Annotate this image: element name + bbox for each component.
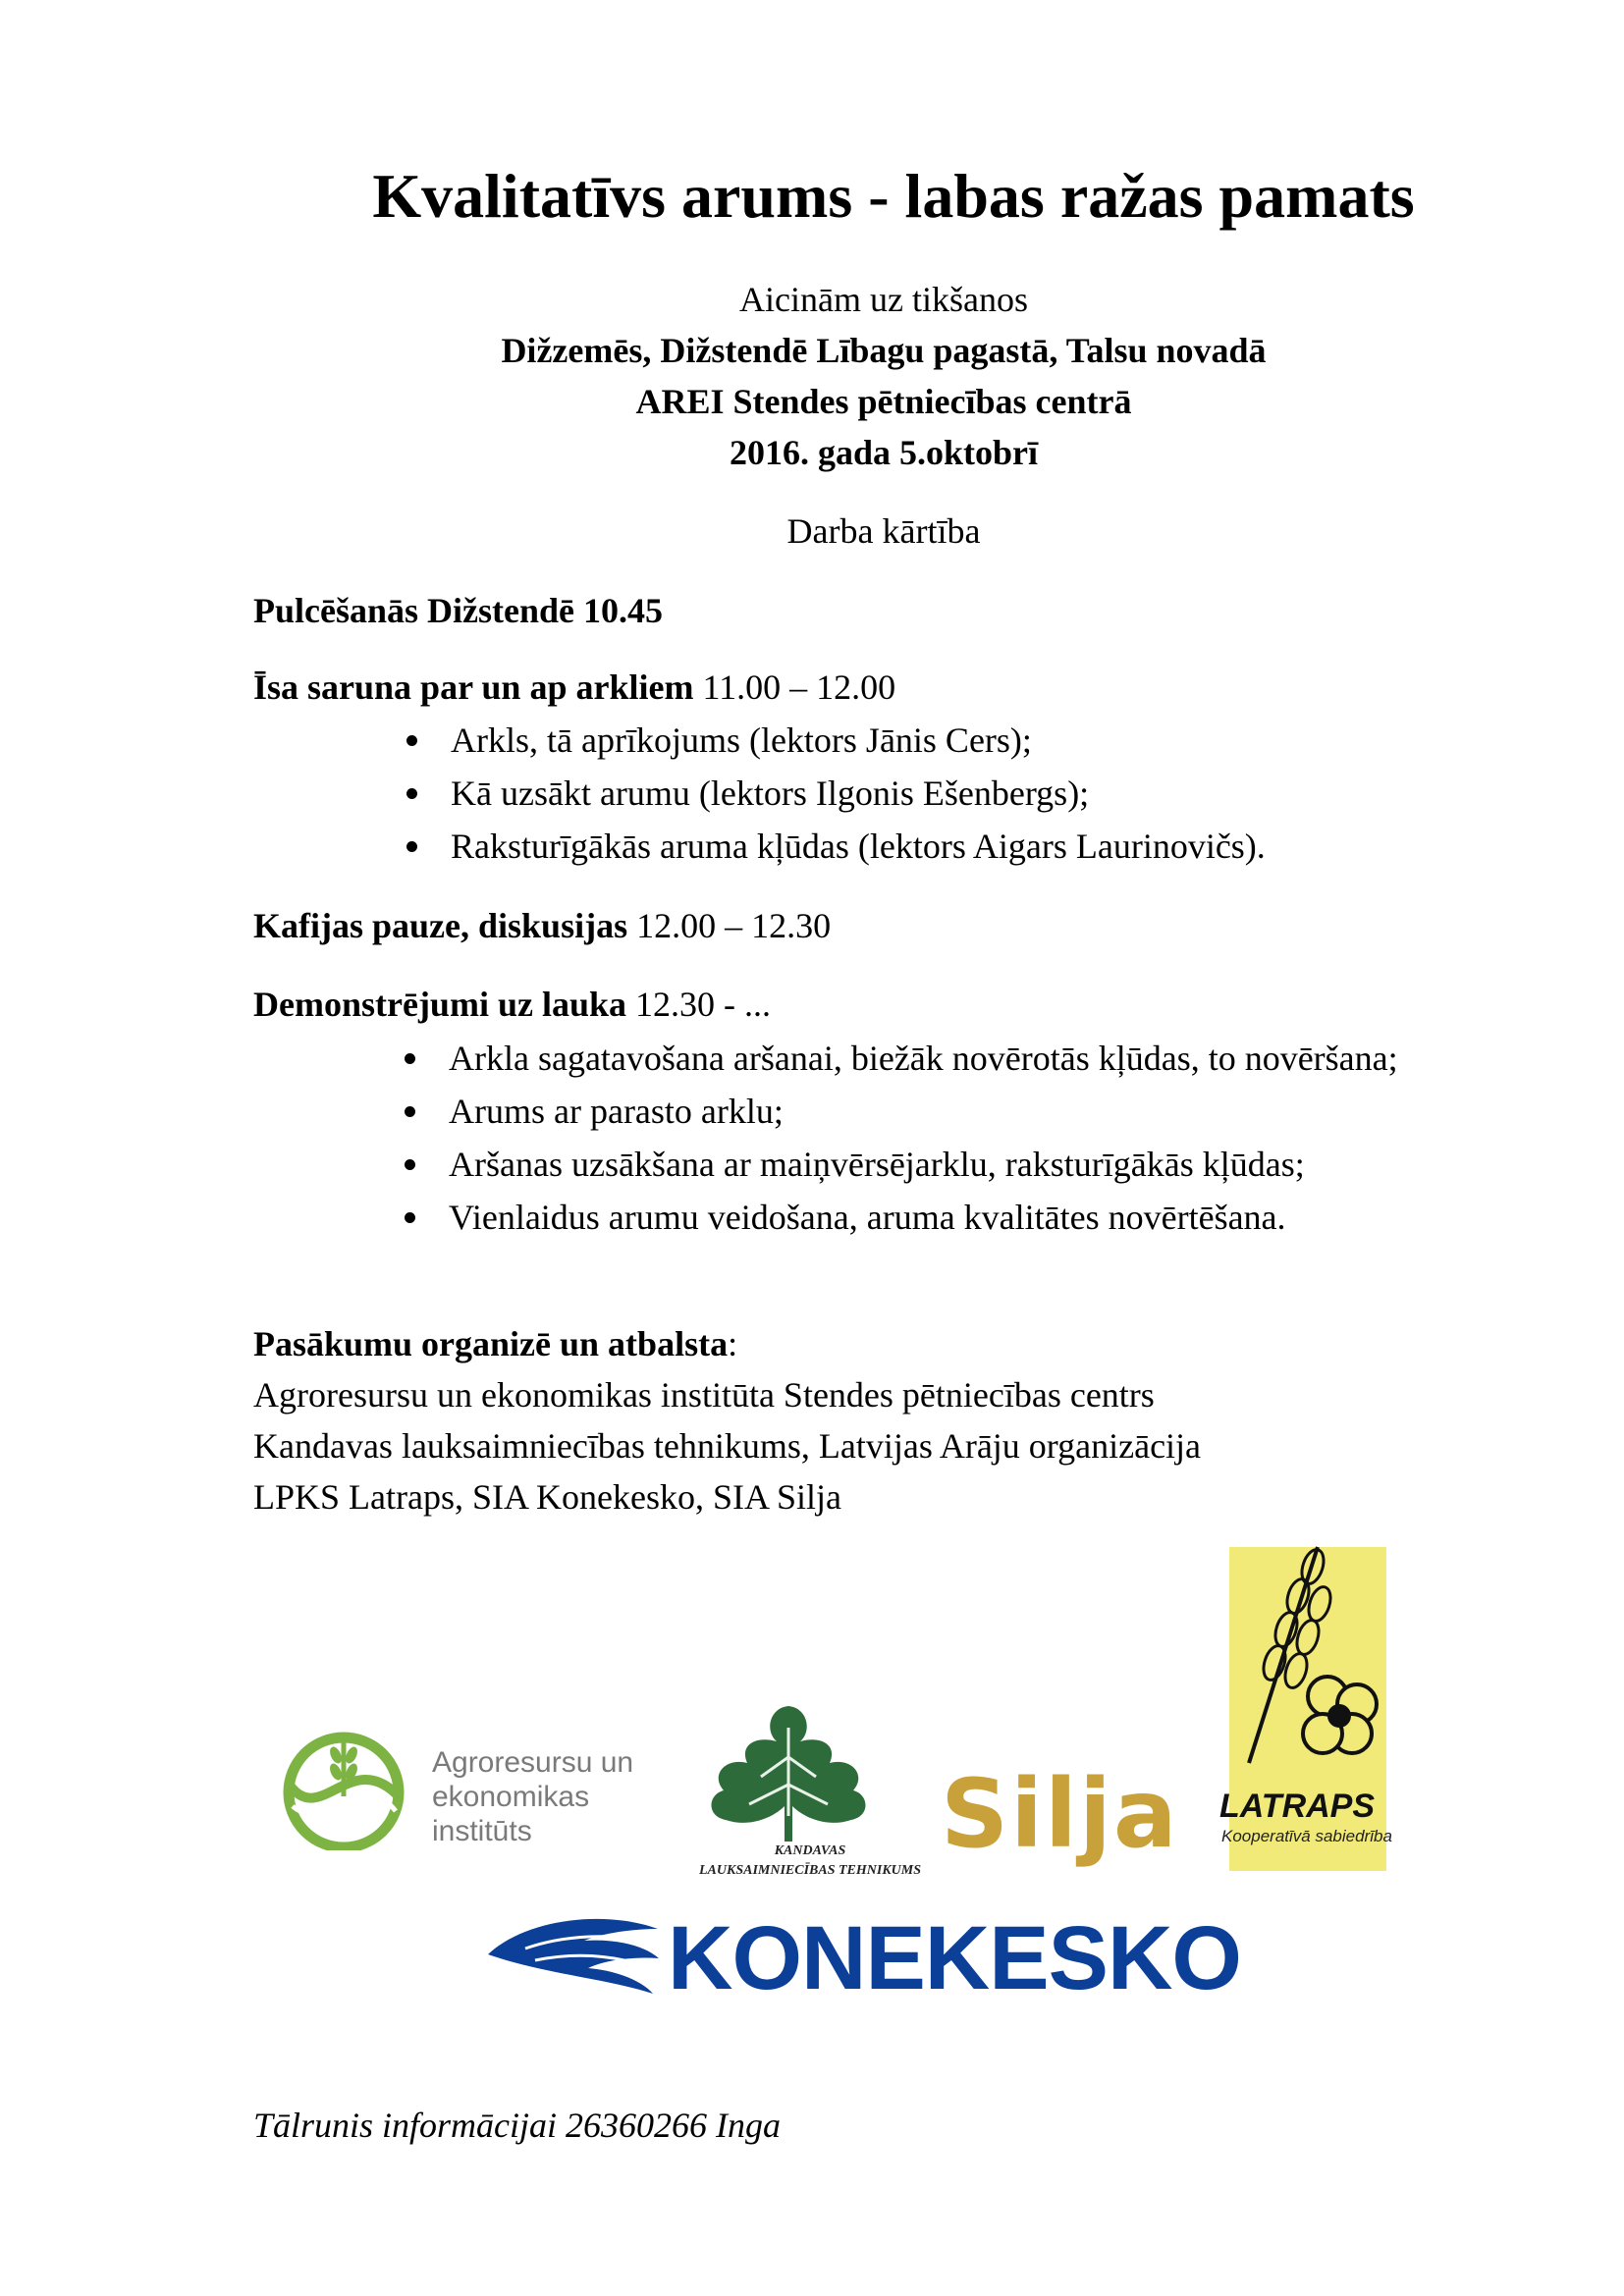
list-item: Arums ar parasto arklu; <box>405 1085 1398 1138</box>
agenda-talk-time: 11.00 – 12.00 <box>693 667 896 707</box>
invite-place: Dižzemēs, Dižstendē Lībagu pagastā, Talsu novadā <box>501 331 1267 370</box>
agenda-demo-time: 12.30 - ... <box>626 985 771 1024</box>
list-item: Raksturīgākās aruma kļūdas (lektors Aigars Laurinovičs). <box>406 820 1266 873</box>
arei-logo <box>283 1728 656 1855</box>
organizer-line: Kandavas lauksaimniecības tehnikums, Latvijas Arāju organizācija <box>253 1426 1202 1466</box>
latraps-logo <box>1219 1547 1392 1871</box>
agenda-talk <box>253 663 895 712</box>
page-title: Kvalitatīvs arums - labas ražas pamats <box>372 161 1415 231</box>
organizer-line: Agroresursu un ekonomikas institūta Stendes pētniecības centrs <box>253 1375 1155 1415</box>
invite-date: 2016. gada 5.oktobrī <box>729 433 1039 472</box>
organizers-colon: : <box>728 1324 738 1363</box>
organizers-heading <box>253 1319 737 1368</box>
talk-list <box>406 714 1266 873</box>
agenda-coffee-label: Kafijas pauze, diskusijas <box>253 906 628 945</box>
konekesko-swoosh-icon <box>486 1909 663 2007</box>
kandavas-logo <box>673 1698 947 1885</box>
agenda-demo-label: Demonstrējumi uz lauka <box>253 985 626 1024</box>
kandavas-line2: LAUKSAIMNIECĪBAS TEHNIKUMS <box>698 1863 922 1878</box>
list-item: Arkla sagatavošana aršanai, biežāk novērotās kļūdas, to novēršana; <box>405 1032 1398 1085</box>
kandavas-line1: KANDAVAS <box>774 1843 846 1858</box>
arei-name-line3: institūts <box>432 1815 532 1847</box>
agenda-heading: Darba kārtība <box>786 511 981 551</box>
latraps-subtitle: Kooperatīvā sabiedrība <box>1221 1827 1392 1845</box>
agenda-talk-label: Īsa saruna par un ap arkliem <box>253 667 694 707</box>
organizer-line: LPKS Latraps, SIA Konekesko, SIA Silja <box>253 1477 841 1517</box>
latraps-name: LATRAPS <box>1219 1788 1376 1825</box>
demo-list <box>405 1032 1398 1244</box>
agenda-coffee-time: 12.00 – 12.30 <box>627 906 832 945</box>
arei-name-line2: ekonomikas <box>432 1781 590 1813</box>
wheat-flower-icon <box>1229 1527 1386 1773</box>
list-item: Vienlaidus arumu veidošana, aruma kvalitātes novērtēšana. <box>405 1191 1398 1244</box>
invite-intro: Aicinām uz tikšanos <box>739 280 1028 319</box>
arei-emblem-icon <box>283 1728 406 1850</box>
arei-name-line1: Agroresursu un <box>432 1746 634 1779</box>
list-item: Arkls, tā aprīkojums (lektors Jānis Cers); <box>406 714 1266 767</box>
organizers-label: Pasākumu organizē un atbalsta <box>253 1324 729 1363</box>
list-item: Aršanas uzsākšana ar maiņvērsējarklu, raksturīgākās kļūdas; <box>405 1138 1398 1191</box>
konekesko-name: KONEKESKO <box>668 1908 1241 2008</box>
agenda-coffee <box>253 901 831 950</box>
contact-phone: Tālrunis informācijai 26360266 Inga <box>253 2106 782 2145</box>
invite-center: AREI Stendes pētniecības centrā <box>635 382 1132 421</box>
konekesko-logo <box>486 1909 1291 2007</box>
agenda-gathering: Pulcēšanās Dižstendē 10.45 <box>253 591 663 630</box>
oak-leaf-icon <box>690 1698 887 1845</box>
silja-logo: Silja <box>941 1759 1179 1869</box>
list-item: Kā uzsākt arumu (lektors Ilgonis Ešenbergs); <box>406 767 1266 820</box>
agenda-demo <box>253 980 771 1029</box>
